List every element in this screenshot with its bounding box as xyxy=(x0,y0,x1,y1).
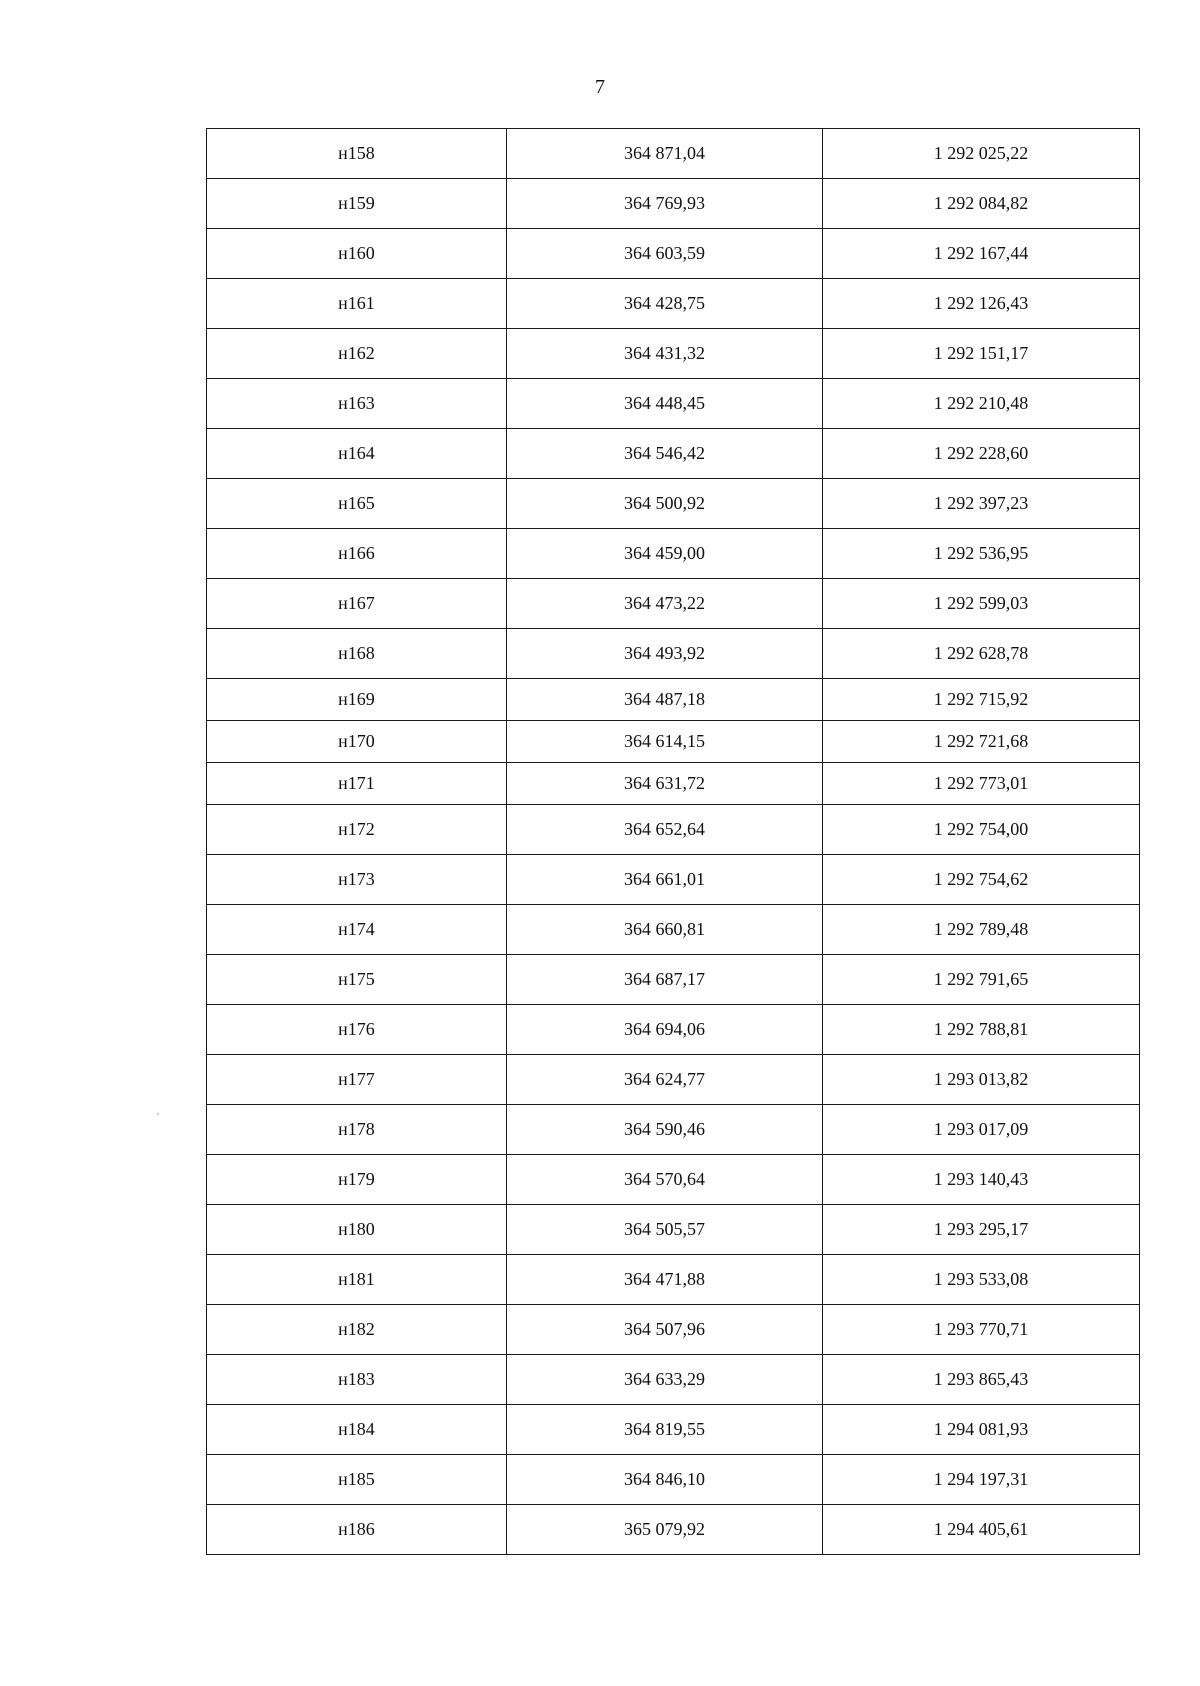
y-coordinate-cell: 1 292 789,48 xyxy=(823,905,1140,955)
table-row xyxy=(207,279,1140,329)
point-cell: н175 xyxy=(207,955,507,1005)
x-coordinate-cell: 364 546,42 xyxy=(507,429,823,479)
point-cell: н172 xyxy=(207,805,507,855)
y-coordinate-cell: 1 292 599,03 xyxy=(823,579,1140,629)
coordinates-table xyxy=(206,128,1140,1555)
point-cell: н176 xyxy=(207,1005,507,1055)
x-coordinate-cell: 364 507,96 xyxy=(507,1305,823,1355)
point-cell: н158 xyxy=(207,129,507,179)
point-cell: н184 xyxy=(207,1405,507,1455)
x-coordinate-cell: 364 500,92 xyxy=(507,479,823,529)
table-row xyxy=(207,1255,1140,1305)
x-coordinate-cell: 364 471,88 xyxy=(507,1255,823,1305)
y-coordinate-cell: 1 293 770,71 xyxy=(823,1305,1140,1355)
table-row xyxy=(207,805,1140,855)
y-coordinate-cell: 1 292 628,78 xyxy=(823,629,1140,679)
x-coordinate-cell: 364 487,18 xyxy=(507,679,823,721)
x-coordinate-cell: 364 846,10 xyxy=(507,1455,823,1505)
point-cell: н170 xyxy=(207,721,507,763)
table-row xyxy=(207,329,1140,379)
table-row xyxy=(207,679,1140,721)
y-coordinate-cell: 1 292 025,22 xyxy=(823,129,1140,179)
x-coordinate-cell: 364 459,00 xyxy=(507,529,823,579)
x-coordinate-cell: 364 871,04 xyxy=(507,129,823,179)
y-coordinate-cell: 1 292 791,65 xyxy=(823,955,1140,1005)
table-row xyxy=(207,229,1140,279)
table-row xyxy=(207,529,1140,579)
x-coordinate-cell: 364 431,32 xyxy=(507,329,823,379)
point-cell: н164 xyxy=(207,429,507,479)
table-row xyxy=(207,1305,1140,1355)
y-coordinate-cell: 1 293 533,08 xyxy=(823,1255,1140,1305)
point-cell: н159 xyxy=(207,179,507,229)
point-cell: н183 xyxy=(207,1355,507,1405)
y-coordinate-cell: 1 292 151,17 xyxy=(823,329,1140,379)
point-cell: н177 xyxy=(207,1055,507,1105)
x-coordinate-cell: 364 694,06 xyxy=(507,1005,823,1055)
y-coordinate-cell: 1 292 397,23 xyxy=(823,479,1140,529)
x-coordinate-cell: 364 631,72 xyxy=(507,763,823,805)
point-cell: н181 xyxy=(207,1255,507,1305)
table-row xyxy=(207,179,1140,229)
y-coordinate-cell: 1 292 126,43 xyxy=(823,279,1140,329)
x-coordinate-cell: 364 603,59 xyxy=(507,229,823,279)
point-cell: н169 xyxy=(207,679,507,721)
y-coordinate-cell: 1 293 865,43 xyxy=(823,1355,1140,1405)
point-cell: н185 xyxy=(207,1455,507,1505)
y-coordinate-cell: 1 292 210,48 xyxy=(823,379,1140,429)
point-cell: н171 xyxy=(207,763,507,805)
table-row xyxy=(207,955,1140,1005)
table-row xyxy=(207,1455,1140,1505)
x-coordinate-cell: 364 769,93 xyxy=(507,179,823,229)
y-coordinate-cell: 1 292 788,81 xyxy=(823,1005,1140,1055)
y-coordinate-cell: 1 293 017,09 xyxy=(823,1105,1140,1155)
table-row xyxy=(207,721,1140,763)
y-coordinate-cell: 1 294 405,61 xyxy=(823,1505,1140,1555)
point-cell: н161 xyxy=(207,279,507,329)
table-row xyxy=(207,1505,1140,1555)
point-cell: н168 xyxy=(207,629,507,679)
x-coordinate-cell: 364 493,92 xyxy=(507,629,823,679)
point-cell: н160 xyxy=(207,229,507,279)
point-cell: н167 xyxy=(207,579,507,629)
table-row xyxy=(207,429,1140,479)
x-coordinate-cell: 364 590,46 xyxy=(507,1105,823,1155)
table-row xyxy=(207,129,1140,179)
x-coordinate-cell: 364 660,81 xyxy=(507,905,823,955)
x-coordinate-cell: 364 633,29 xyxy=(507,1355,823,1405)
x-coordinate-cell: 364 652,64 xyxy=(507,805,823,855)
table-row xyxy=(207,905,1140,955)
y-coordinate-cell: 1 292 084,82 xyxy=(823,179,1140,229)
y-coordinate-cell: 1 292 536,95 xyxy=(823,529,1140,579)
table-row xyxy=(207,1355,1140,1405)
table-row xyxy=(207,1405,1140,1455)
y-coordinate-cell: 1 292 754,00 xyxy=(823,805,1140,855)
table-row xyxy=(207,379,1140,429)
table-row xyxy=(207,1105,1140,1155)
table-row xyxy=(207,629,1140,679)
table-row xyxy=(207,1055,1140,1105)
x-coordinate-cell: 364 687,17 xyxy=(507,955,823,1005)
x-coordinate-cell: 364 428,75 xyxy=(507,279,823,329)
x-coordinate-cell: 364 661,01 xyxy=(507,855,823,905)
x-coordinate-cell: 364 448,45 xyxy=(507,379,823,429)
point-cell: н165 xyxy=(207,479,507,529)
x-coordinate-cell: 364 624,77 xyxy=(507,1055,823,1105)
table-row xyxy=(207,855,1140,905)
y-coordinate-cell: 1 292 715,92 xyxy=(823,679,1140,721)
scan-artifact-mark: ´ xyxy=(154,1110,165,1125)
x-coordinate-cell: 364 819,55 xyxy=(507,1405,823,1455)
point-cell: н182 xyxy=(207,1305,507,1355)
x-coordinate-cell: 364 473,22 xyxy=(507,579,823,629)
table-row xyxy=(207,479,1140,529)
y-coordinate-cell: 1 293 140,43 xyxy=(823,1155,1140,1205)
y-coordinate-cell: 1 292 721,68 xyxy=(823,721,1140,763)
y-coordinate-cell: 1 292 754,62 xyxy=(823,855,1140,905)
table-row xyxy=(207,1005,1140,1055)
y-coordinate-cell: 1 292 228,60 xyxy=(823,429,1140,479)
point-cell: н186 xyxy=(207,1505,507,1555)
table-row xyxy=(207,1155,1140,1205)
point-cell: н179 xyxy=(207,1155,507,1205)
x-coordinate-cell: 364 570,64 xyxy=(507,1155,823,1205)
y-coordinate-cell: 1 294 081,93 xyxy=(823,1405,1140,1455)
table-row xyxy=(207,763,1140,805)
y-coordinate-cell: 1 293 013,82 xyxy=(823,1055,1140,1105)
point-cell: н173 xyxy=(207,855,507,905)
point-cell: н163 xyxy=(207,379,507,429)
x-coordinate-cell: 364 505,57 xyxy=(507,1205,823,1255)
x-coordinate-cell: 364 614,15 xyxy=(507,721,823,763)
table-row xyxy=(207,579,1140,629)
point-cell: н178 xyxy=(207,1105,507,1155)
y-coordinate-cell: 1 292 167,44 xyxy=(823,229,1140,279)
table-row xyxy=(207,1205,1140,1255)
page-number: 7 xyxy=(595,76,605,98)
point-cell: н174 xyxy=(207,905,507,955)
point-cell: н162 xyxy=(207,329,507,379)
point-cell: н166 xyxy=(207,529,507,579)
point-cell: н180 xyxy=(207,1205,507,1255)
y-coordinate-cell: 1 294 197,31 xyxy=(823,1455,1140,1505)
y-coordinate-cell: 1 292 773,01 xyxy=(823,763,1140,805)
y-coordinate-cell: 1 293 295,17 xyxy=(823,1205,1140,1255)
x-coordinate-cell: 365 079,92 xyxy=(507,1505,823,1555)
